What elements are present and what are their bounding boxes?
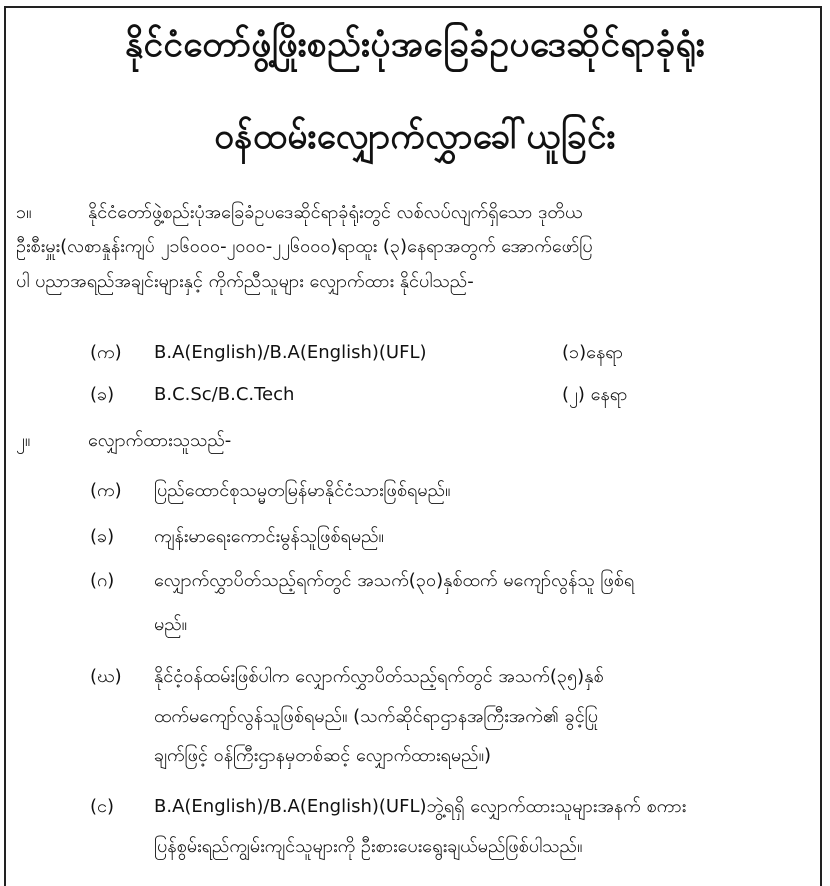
condition-text: ပြန်စွမ်းရည်ကျွမ်းကျင်သူများကို ဦးစားပေးရွေးချယ်မည်ဖြစ်ပါသည်။ (154, 836, 583, 857)
condition-text: ထက်မကျော်လွန်သူဖြစ်ရမည်။ (သက်ဆိုင်ရာဌာနအကြီးအကဲ၏ ခွင့်ပြု (154, 706, 599, 727)
notice-title-line1: နိုင်ငံတော်ဖွံ့ဖြိုးစည်းပုံအခြေခံဥပဒေဆိုင်ရာခုံရုံး (124, 25, 706, 65)
condition-label: (ဂ) (90, 570, 115, 591)
requirement-degree: B.A(English)/B.A(English)(UFL) (154, 342, 427, 363)
requirement-item-label: (ခ) (90, 384, 115, 405)
condition-text: B.A(English)/B.A(English)(UFL)ဘွဲ့ရရှိ လျှောက်ထားသူများအနက် စကား (154, 796, 687, 817)
section1-line: ပါ ပညာအရည်အချင်းများနှင့် ကိုက်ညီသူများ လျှောက်ထား နိုင်ပါသည်- (16, 271, 474, 292)
notice-title-line2: ဝန်ထမ်းလျှောက်လွှာခေါ်ယူခြင်း (214, 117, 616, 157)
condition-label: (င) (90, 796, 115, 817)
requirement-count: (၁)နေရာ (562, 342, 623, 363)
condition-text: မည်။ (154, 614, 188, 635)
section2-intro: လျှောက်ထားသူသည်- (88, 430, 232, 451)
condition-label: (ဃ) (90, 666, 122, 687)
section1-line: ဦးစီးမှူး(လစာနှုန်းကျပ် ၂၁၆၀၀၀-၂၀၀၀-၂၂၆၀၀၀)ရာထူး (၃)နေရာအတွက် အောက်ဖော်ပြ (16, 236, 593, 257)
condition-text: ပြည်ထောင်စုသမ္မတမြန်မာနိုင်ငံသားဖြစ်ရမည်။ (154, 480, 451, 501)
condition-text: လျှောက်လွှာပိတ်သည့်ရက်တွင် အသက်(၃၀)နှစ်ထက် မကျော်လွန်သူ ဖြစ်ရ (154, 570, 635, 591)
condition-text: ကျန်းမာရေးကောင်းမွန်သူဖြစ်ရမည်။ (154, 526, 384, 547)
condition-label: (က) (90, 480, 122, 501)
section1-number: ၁။ (16, 202, 32, 223)
section1-line: နိုင်ငံတော်ဖွဲ့စည်းပုံအခြေခံဥပဒေဆိုင်ရာခုံရုံးတွင် လစ်လပ်လျက်ရှိသော ဒုတိယ (88, 202, 583, 223)
section2-number: ၂။ (16, 430, 31, 451)
condition-text: ချက်ဖြင့် ဝန်ကြီးဌာနမှတစ်ဆင့် လျှောက်ထားရမည်။) (154, 745, 492, 766)
requirement-count: (၂) နေရာ (562, 384, 628, 405)
condition-label: (ခ) (90, 526, 115, 547)
requirement-item-label: (က) (90, 342, 122, 363)
requirement-degree: B.C.Sc/B.C.Tech (154, 384, 295, 405)
condition-text: နိုင်ငံ့ဝန်ထမ်းဖြစ်ပါက လျှောက်လွှာပိတ်သည့်ရက်တွင် အသက်(၃၅)နှစ် (154, 666, 604, 687)
